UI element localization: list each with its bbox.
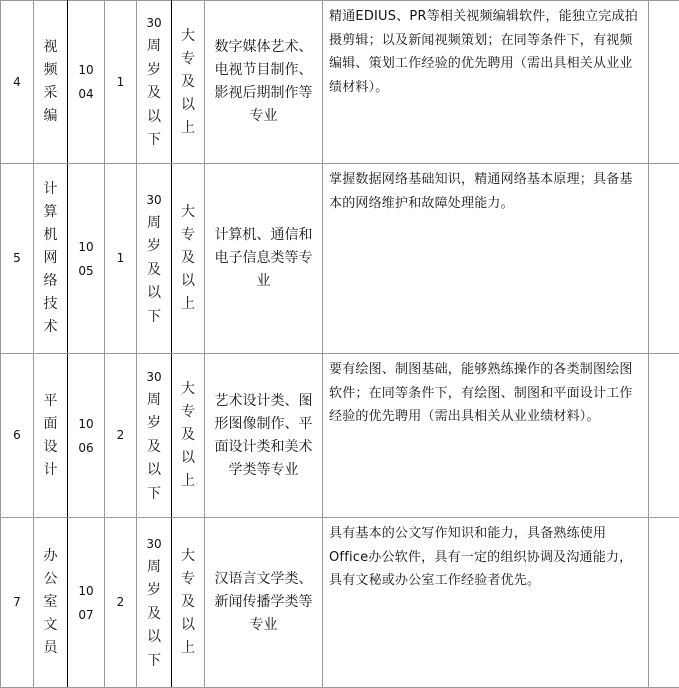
count-cell: 1 — [105, 1, 137, 164]
count-cell: 2 — [105, 354, 137, 518]
requirement-cell: 要有绘图、制图基础，能够熟练操作的各类制图绘图软件；在同等条件下，有绘图、制图和平面设计工作经验的优先聘用（需出具相关从业业绩材料）。 — [323, 354, 649, 518]
requirement-cell: 掌握数据网络基础知识，精通网络基本原理；具备基本的网络维护和故障处理能力。 — [323, 164, 649, 354]
empty-cell — [649, 354, 679, 518]
age-cell: 30 周岁及以下 — [137, 1, 172, 164]
code-cell: 1007 — [68, 518, 105, 688]
education-cell: 大专及以上 — [172, 1, 205, 164]
seq-cell: 5 — [1, 164, 34, 354]
table-row — [1, 354, 679, 518]
count-cell: 2 — [105, 518, 137, 688]
major-cell: 计算机、通信和电子信息类等专业 — [205, 164, 323, 354]
code-cell: 1004 — [68, 1, 105, 164]
age-cell: 30 周岁及以下 — [137, 354, 172, 518]
empty-cell — [649, 1, 679, 164]
position-cell: 平面设计 — [34, 354, 68, 518]
position-cell: 办公室文员 — [34, 518, 68, 688]
position-cell: 计算机网络技术 — [34, 164, 68, 354]
seq-cell: 7 — [1, 518, 34, 688]
requirement-cell: 精通EDIUS、PR等相关视频编辑软件，能独立完成拍摄剪辑；以及新闻视频策划；在同等条件下，有视频编辑、策划工作经验的优先聘用（需出具相关从业业绩材料）。 — [323, 1, 649, 164]
age-cell: 30 周岁及以下 — [137, 518, 172, 688]
empty-cell — [649, 164, 679, 354]
code-cell: 1006 — [68, 354, 105, 518]
empty-cell — [649, 518, 679, 688]
table-row — [1, 164, 679, 354]
major-cell: 艺术设计类、图形图像制作、平面设计类和美术学类等专业 — [205, 354, 323, 518]
code-cell: 1005 — [68, 164, 105, 354]
count-cell: 1 — [105, 164, 137, 354]
age-cell: 30 周岁及以下 — [137, 164, 172, 354]
education-cell: 大专及以上 — [172, 354, 205, 518]
table-row — [1, 1, 679, 164]
table-row — [1, 518, 679, 688]
education-cell: 大专及以上 — [172, 518, 205, 688]
requirement-cell: 具有基本的公文写作知识和能力，具备熟练使用Office办公软件，具有一定的组织协调及沟通能力，具有文秘或办公室工作经验者优先。 — [323, 518, 649, 688]
major-cell: 汉语言文学类、新闻传播学类等专业 — [205, 518, 323, 688]
seq-cell: 6 — [1, 354, 34, 518]
education-cell: 大专及以上 — [172, 164, 205, 354]
position-cell: 视频采编 — [34, 1, 68, 164]
seq-cell: 4 — [1, 1, 34, 164]
major-cell: 数字媒体艺术、电视节目制作、影视后期制作等专业 — [205, 1, 323, 164]
